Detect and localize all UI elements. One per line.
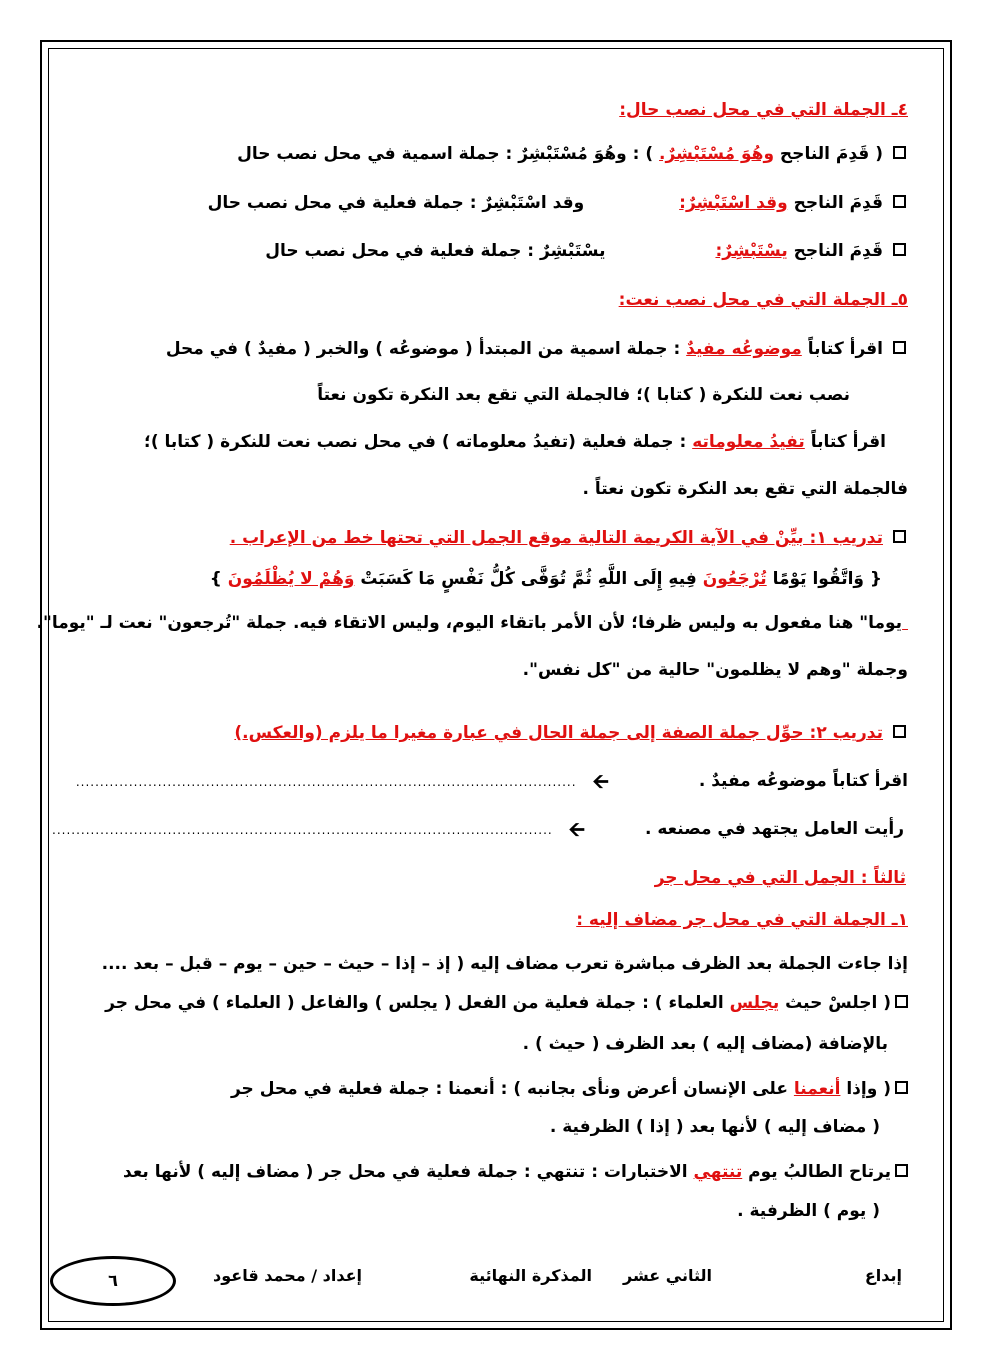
- section-3-example-3: يرتاح الطالبُ يوم تنتهي الاختبارات : تنتهي : جملة فعلية في محل جر ( مضاف إليه ) لأنها بعد: [60, 1159, 908, 1185]
- page-number-oval: [50, 1256, 176, 1306]
- section-3-example-1-continued: بالإضافة (مضاف إليه ) بعد الظرف ( حيث ) .: [522, 1034, 888, 1054]
- highlight-phrase: موضوعُه مفيدٌ: [686, 339, 802, 359]
- section-3-heading: ثالثاً : الجمل التي في محل جر: [654, 868, 906, 888]
- drill-1-verse: { وَاتَّقُوا يَوْمًا تُرْجَعُونَ فِيهِ إِلَى اللَّهِ ثُمَّ تُوَفَّى كُلُّ نَفْسٍ مَا كَسَبَتْ وَهُمْ لا يُظْلَمُونَ }: [209, 569, 882, 589]
- section-3-intro: إذا جاءت الجملة بعد الظرف مباشرة تعرب مضاف إليه ( إذ – إذا – حيث – حين – يوم – قبل – بعد ....: [101, 954, 908, 974]
- drill-1-answer: يوما" هنا مفعول به وليس ظرفا؛ لأن الأمر باتقاء اليوم، وليس الاتقاء فيه. جملة "تُرجعون" نعت لـ "يوما".: [60, 610, 908, 636]
- highlight-phrase: يجلس: [729, 993, 780, 1013]
- underlined-sentence: تُرْجَعُونَ: [702, 569, 767, 589]
- section-5-example-2-continued: فالجملة التي تقع بعد النكرة تكون نعتاً .: [582, 479, 908, 499]
- highlight-phrase: تفيدُ معلوماته: [692, 432, 805, 452]
- section-3-sub-heading: ١ـ الجملة التي في محل جر مضاف إليه :: [576, 910, 908, 930]
- checkbox-icon: [893, 725, 906, 738]
- section-5-example-2: اقرأ كتاباً تفيدُ معلوماته : جملة فعلية (تفيدُ معلوماته ) في محل نصب نعت للنكرة ( كتابا )؛: [144, 432, 886, 452]
- checkbox-icon: [895, 995, 908, 1008]
- checkbox-icon: [893, 195, 906, 208]
- checkbox-icon: [895, 1081, 908, 1094]
- section-5-heading: ٥ـ الجملة التي في محل نصب نعت:: [618, 290, 908, 310]
- answer-blank[interactable]: ........................................................................................................: [52, 823, 553, 837]
- footer-author: إعداد / محمد قاعود: [213, 1266, 362, 1285]
- section-3-example-1: ( اجلسْ حيث يجلس العلماء ) : جملة فعلية من الفعل ( يجلس ) والفاعل ( العلماء ) في محل جر: [60, 990, 908, 1016]
- section-3-example-2-continued: ( مضاف إليه ) لأنها بعد ( إذا ) الظرفية .: [549, 1117, 880, 1137]
- section-4-heading: ٤ـ الجملة التي في محل نصب حال:: [619, 100, 908, 120]
- highlight-phrase: أنعمنا: [793, 1079, 841, 1099]
- section-3-example-3-continued: ( يوم ) الظرفية .: [737, 1201, 880, 1221]
- arrow-left-icon: 🡨: [568, 817, 585, 841]
- answer-blank[interactable]: ........................................................................................................: [75, 775, 577, 789]
- highlight-phrase: وهُوَ مُسْتَبْشِرٌ.: [659, 144, 775, 164]
- underlined-sentence: وَهُمْ لا يُظْلَمُونَ: [227, 569, 355, 589]
- checkbox-icon: [893, 341, 906, 354]
- section-5-example-1: اقرأ كتاباً موضوعُه مفيدٌ : جملة اسمية من المبتدأ ( موضوعُه ) والخبر ( مفيدٌ ) في محل: [60, 336, 906, 362]
- checkbox-icon: [895, 1164, 908, 1177]
- underline-marker: [902, 613, 908, 633]
- section-5-example-1-continued: نصب نعت للنكرة ( كتابا )؛ فالجملة التي تقع بعد النكرة تكون نعتاً: [317, 385, 850, 405]
- checkbox-icon: [893, 243, 906, 256]
- footer-title: المذكرة النهائية: [469, 1266, 592, 1285]
- arrow-left-icon: 🡨: [592, 769, 609, 793]
- footer-grade: الثاني عشر: [623, 1266, 712, 1285]
- page-number: ٦: [108, 1271, 118, 1290]
- highlight-phrase: وقد اسْتَبْشِرٌ:: [679, 193, 788, 213]
- section-4-example-1: ( قَدِمَ الناجح وهُوَ مُسْتَبْشِرٌ. ) : وهُوَ مُسْتَبْشِرٌ : جملة اسمية في محل نصب حال: [60, 141, 906, 167]
- drill-1-title: تدريب ١: بيِّنْ في الآية الكريمة التالية موقع الجمل التي تحتها خط من الإعراب .: [60, 525, 906, 551]
- highlight-phrase: يسْتَبْشِرٌ:: [715, 241, 788, 261]
- section-4-example-3: قَدِمَ الناجح يسْتَبْشِرٌ:يسْتَبْشِرٌ : جملة فعلية في محل نصب حال: [60, 238, 906, 264]
- checkbox-icon: [893, 530, 906, 543]
- drill-1-answer-continued: وجملة "وهم لا يظلمون" حالية من "كل نفس".: [522, 660, 908, 680]
- drill-2-title: تدريب ٢: حوِّل جملة الصفة إلى جملة الحال في عبارة مغيرا ما يلزم (والعكس.): [60, 720, 906, 746]
- drill-2-item-2: رأيت العامل يجتهد في مصنعه .🡨........................................................................................................: [52, 817, 904, 841]
- drill-2-item-1: اقرأ كتاباً موضوعُه مفيدٌ .🡨........................................................................................................: [75, 769, 908, 793]
- section-4-example-2: قَدِمَ الناجح وقد اسْتَبْشِرٌ:وقد اسْتَبْشِرٌ : جملة فعلية في محل نصب حال: [60, 190, 906, 216]
- section-3-example-2: ( وإذا أنعمنا على الإنسان أعرض ونأى بجانبه ) : أنعمنا : جملة فعلية في محل جر: [60, 1076, 908, 1102]
- checkbox-icon: [893, 146, 906, 159]
- footer-brand: إبداع: [864, 1266, 902, 1285]
- highlight-phrase: تنتهي: [693, 1162, 743, 1182]
